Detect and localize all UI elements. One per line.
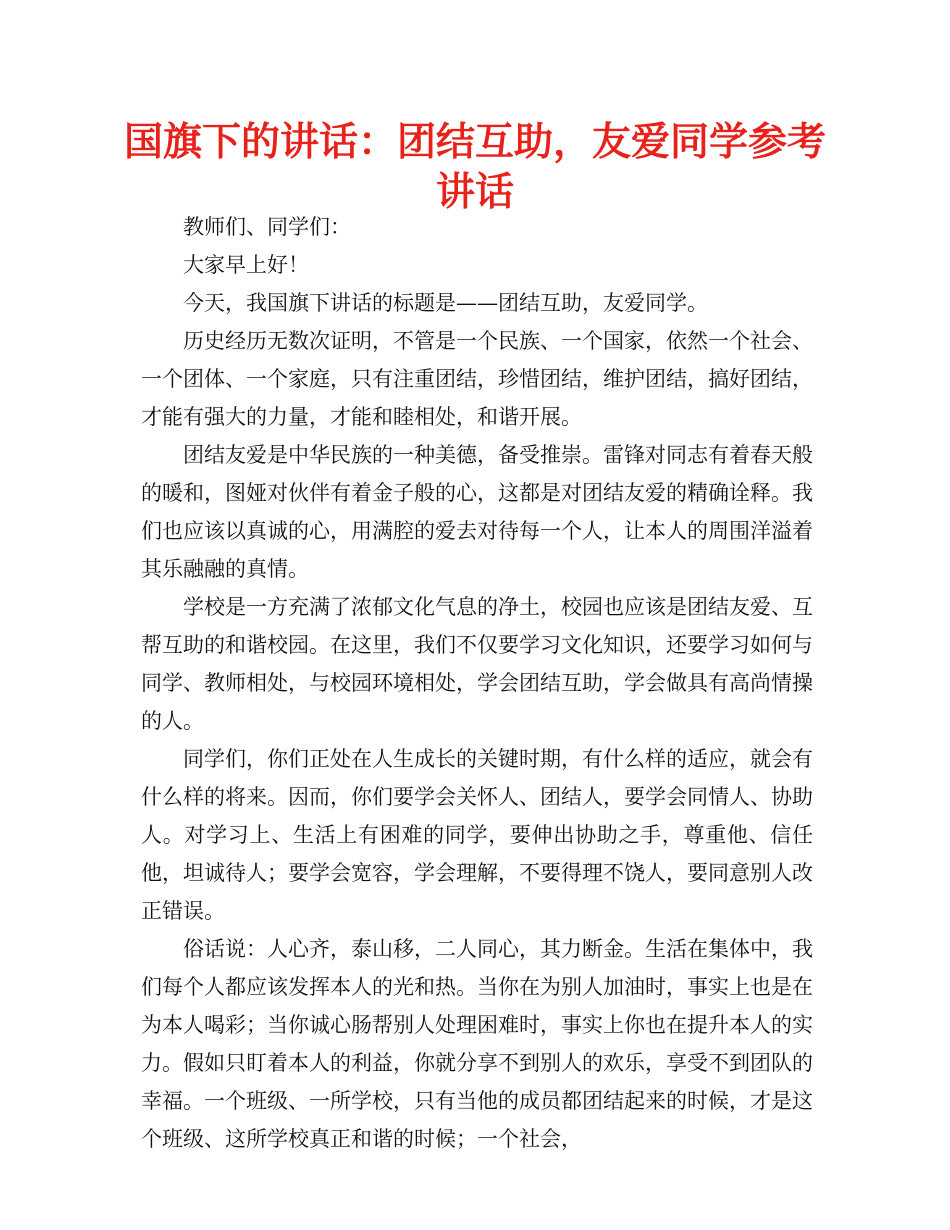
paragraph: 历史经历无数次证明，不管是一个民族、一个国家，依然一个社会、一个团体、一个家庭，只有注重团结，珍惜团结，维护团结，搞好团结，才能有强大的力量，才能和睦相处，和谐开展。	[141, 329, 813, 429]
paragraph: 同学们，你们正处在人生成长的关键时期，有什么样的适应，就会有什么样的将来。因而，你们要学会关怀人、团结人，要学会同情人、协助人。对学习上、生活上有困难的同学，要伸出协助之手，尊重他、信任他，坦诚待人；要学会宽容，学会理解，不要得理不饶人，要同意别人改正错误。	[141, 747, 813, 923]
document-title: 国旗下的讲话：团结互助，友爱同学参考讲话	[123, 120, 826, 215]
salutation: 教师们、同学们：	[183, 215, 351, 239]
paragraph: 学校是一方充满了浓郁文化气息的净土，校园也应该是团结友爱、互帮互助的和谐校园。在这里，我们不仅要学习文化知识，还要学习如何与同学、教师相处，与校园环境相处，学会团结互助，学会做具有高尚情操的人。	[141, 595, 813, 733]
paragraph: 团结友爱是中华民族的一种美德，备受推崇。雷锋对同志有着春天般的暖和，图娅对伙伴有着金子般的心，这都是对团结友爱的精确诠释。我们也应该以真诚的心，用满腔的爱去对待每一个人，让本人的周围洋溢着其乐融融的真情。	[141, 443, 813, 581]
document-body	[141, 208, 813, 1158]
paragraph: 今天，我国旗下讲话的标题是——团结互助，友爱同学。	[183, 291, 708, 315]
greeting: 大家早上好！	[183, 253, 309, 277]
paragraph: 俗话说：人心齐，泰山移，二人同心，其力断金。生活在集体中，我们每个人都应该发挥本人的光和热。当你在为别人加油时，事实上也是在为本人喝彩；当你诚心肠帮别人处理困难时，事实上你也在提升本人的实力。假如只盯着本人的利益，你就分享不到别人的欢乐，享受不到团队的幸福。一个班级、一所学校，只有当他的成员都团结起来的时候，才是这个班级、这所学校真正和谐的时候；一个社会，	[141, 937, 813, 1151]
